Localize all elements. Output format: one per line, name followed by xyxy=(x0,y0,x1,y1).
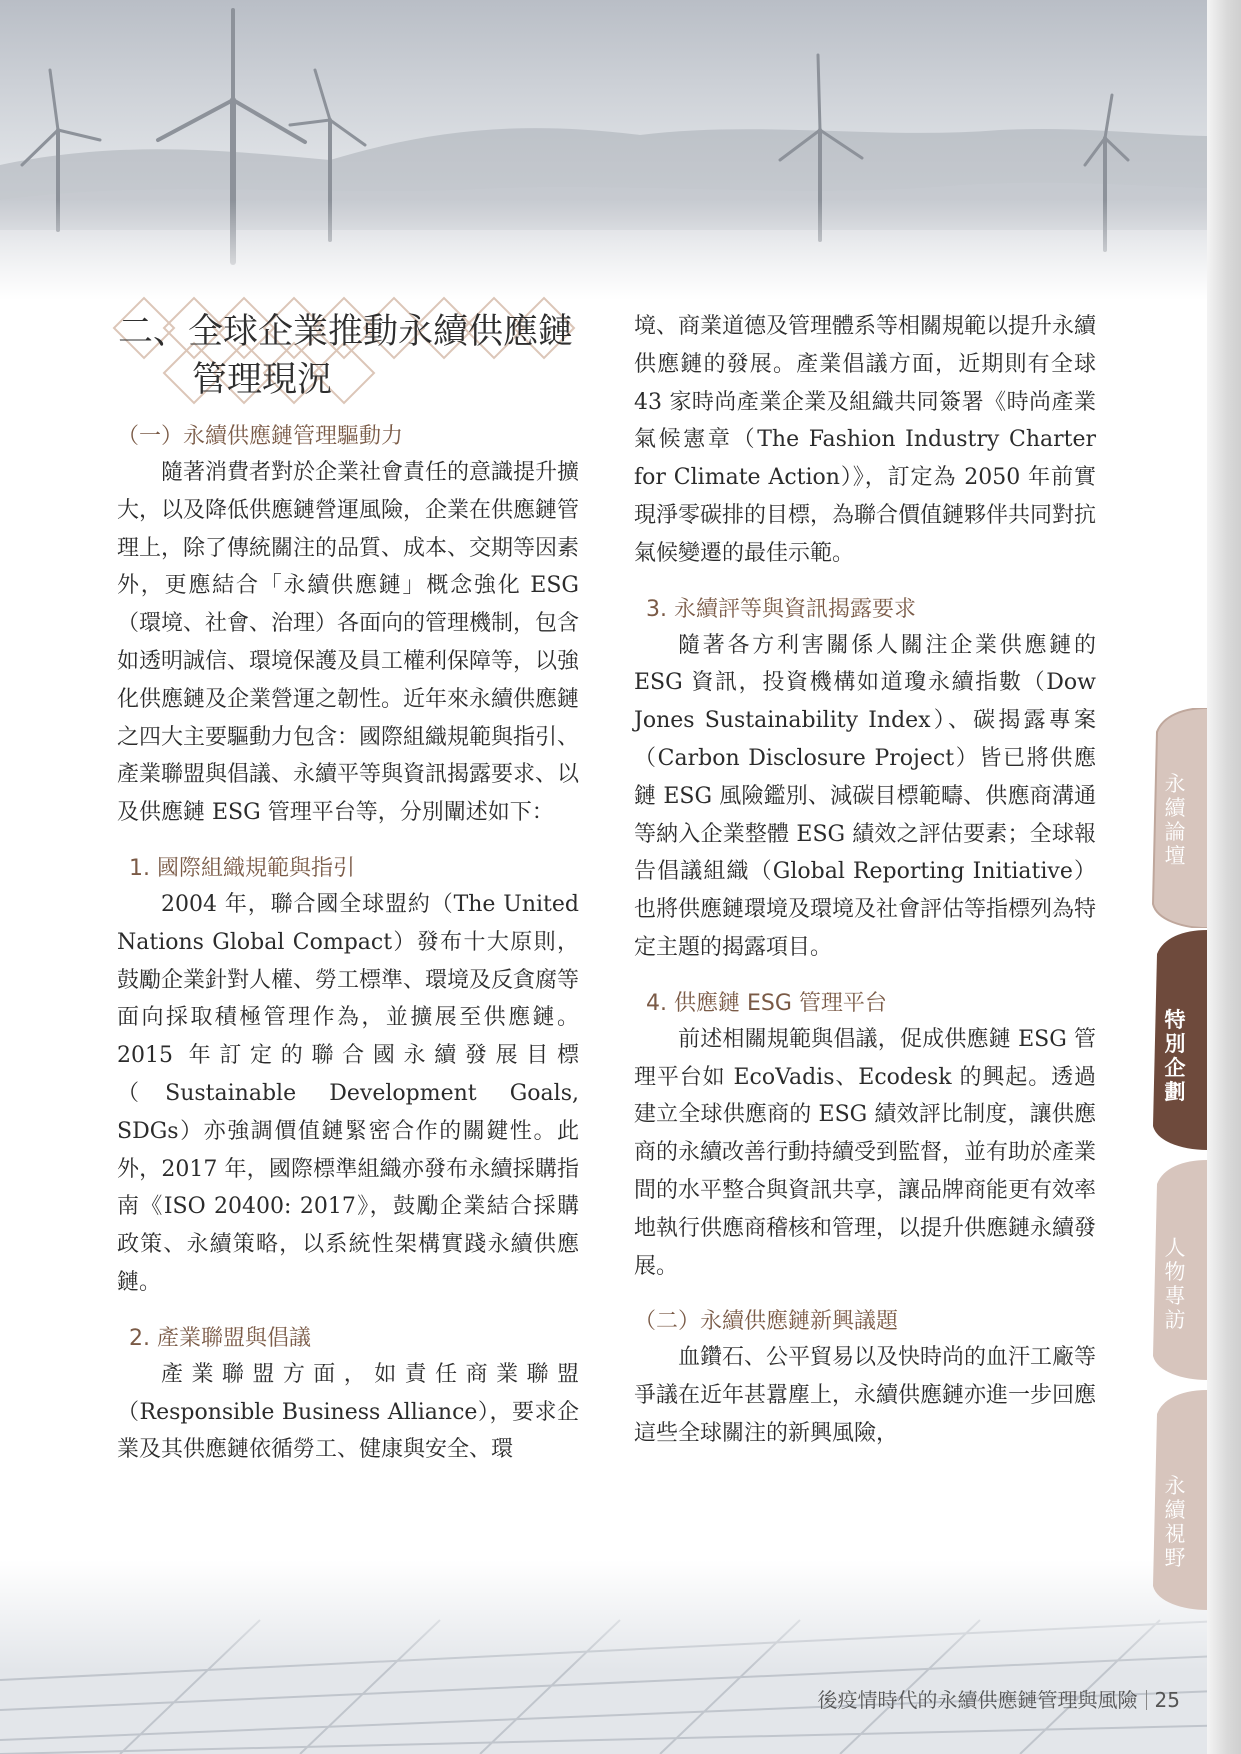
item2-title: 2. 產業聯盟與倡議 xyxy=(129,1325,311,1351)
side-tab-special-feature[interactable] xyxy=(1143,930,1207,1150)
tab-label-special-feature: 特 別 企 劃 xyxy=(1164,1008,1186,1104)
item3-body: 隨著各方利害關係人關注企業供應鏈的 ESG 資訊，投資機構如道瓊永續指數（Dow Jones Sustainability Index）、碳揭露專案（Carbon Disclosure Project）皆已將供應鏈 ESG 風險鑑別、減碳目標範疇、供應商溝通等納入企業整體 ESG 績效之評估要素；全球報告倡議組織（Global Reporting Initiative）也將供應鏈環境及環境及社會評估等指標列為特定主題的揭露項目。 xyxy=(634,632,1097,960)
section1-body: 隨著消費者對於企業社會責任的意識提升擴大，以及降低供應鏈營運風險，企業在供應鏈管理上，除了傳統關注的品質、成本、交期等因素外，更應結合「永續供應鏈」概念強化 ESG（環境、社會、治理）各面向的管理機制，包含如透明誠信、環境保護及員工權利保障等，以強化供應鏈及企業營運之韌性。近年來永續供應鏈之四大主要驅動力包含：國際組織規範與指引、產業聯盟與倡議、永續平等與資訊揭露要求、以及供應鏈 ESG 管理平台等，分別闡述如下： xyxy=(117,460,580,826)
tab-label-vision: 永 續 視 野 xyxy=(1164,1474,1186,1570)
item4-title: 4. 供應鏈 ESG 管理平台 xyxy=(646,990,887,1016)
item3-title: 3. 永續評等與資訊揭露要求 xyxy=(646,596,916,622)
footer-separator xyxy=(1146,1690,1147,1710)
section-heading xyxy=(118,308,588,404)
page-footer xyxy=(760,1684,1180,1713)
section2-body: 血鑽石、公平貿易以及快時尚的血汗工廠等爭議在近年甚囂塵上，永續供應鏈亦進一步回應這些全球關注的新興風險， xyxy=(634,1345,1097,1446)
left-column xyxy=(117,420,579,1469)
heading-line-1: 二、全球企業推動永續供應鏈 xyxy=(118,312,574,352)
item2-body: 產業聯盟方面，如責任商業聯盟（Responsible Business Alliance），要求企業及其供應鏈依循勞工、健康與安全、環 xyxy=(117,1361,579,1463)
footer-solar-panel-illustration xyxy=(0,1560,1241,1754)
continued-body: 境、商業道德及管理體系等相關規範以提升永續供應鏈的發展。產業倡議方面，近期則有全球 43 家時尚產業企業及組織共同簽署《時尚產業氣候憲章（The Fashion Industry Charter for Climate Action）》，訂定為 2050 年前實現淨零碳排的目標，為聯合價值鏈夥伴共同對抗氣候變遷的最佳示範。 xyxy=(634,314,1097,566)
section2-title: （二）永續供應鏈新興議題 xyxy=(634,1309,899,1335)
side-tab-interview[interactable] xyxy=(1143,1160,1207,1380)
side-tab-vision[interactable] xyxy=(1143,1390,1207,1610)
right-column xyxy=(634,308,1096,1453)
item1-body: 2004 年，聯合國全球盟約（The United Nations Global Compact）發布十大原則，鼓勵企業針對人權、勞工標準、環境及反貪腐等面向採取積極管理作為，並擴展至供應鏈。2015 年訂定的聯合國永續發展目標（Sustainable Development Goals, SDGs）亦強調價值鏈緊密合作的關鍵性。此外，2017 年，國際標準組織亦發布永續採購指南《ISO 20400: 2017》，鼓勵企業結合採購政策、永續策略，以系統性架構實踐永續供應鏈。 xyxy=(117,891,580,1295)
page-number: 25 xyxy=(1154,1688,1180,1712)
section1-title: （一）永續供應鏈管理驅動力 xyxy=(117,424,404,449)
header-wind-turbine-illustration xyxy=(0,0,1241,300)
page-edge-shadow xyxy=(1207,0,1241,1754)
item4-body: 前述相關規範與倡議，促成供應鏈 ESG 管理平台如 EcoVadis、Ecodesk 的興起。透過建立全球供應商的 ESG 績效評比制度，讓供應商的永續改善行動持續受到監督，並有助於產業間的水平整合與資訊共享，讓品牌商能更有效率地執行供應商稽核和管理，以提升供應鏈永續發展。 xyxy=(634,1026,1097,1279)
tab-label-interview: 人 物 專 訪 xyxy=(1164,1236,1186,1332)
tab-label-forum: 永 續 論 壇 xyxy=(1164,772,1186,868)
heading-line-2: 管理現況 xyxy=(192,360,333,400)
footer-title: 後疫情時代的永續供應鏈管理與風險 xyxy=(817,1688,1138,1712)
item1-title: 1. 國際組織規範與指引 xyxy=(129,855,355,881)
side-tab-forum[interactable] xyxy=(1143,708,1207,928)
